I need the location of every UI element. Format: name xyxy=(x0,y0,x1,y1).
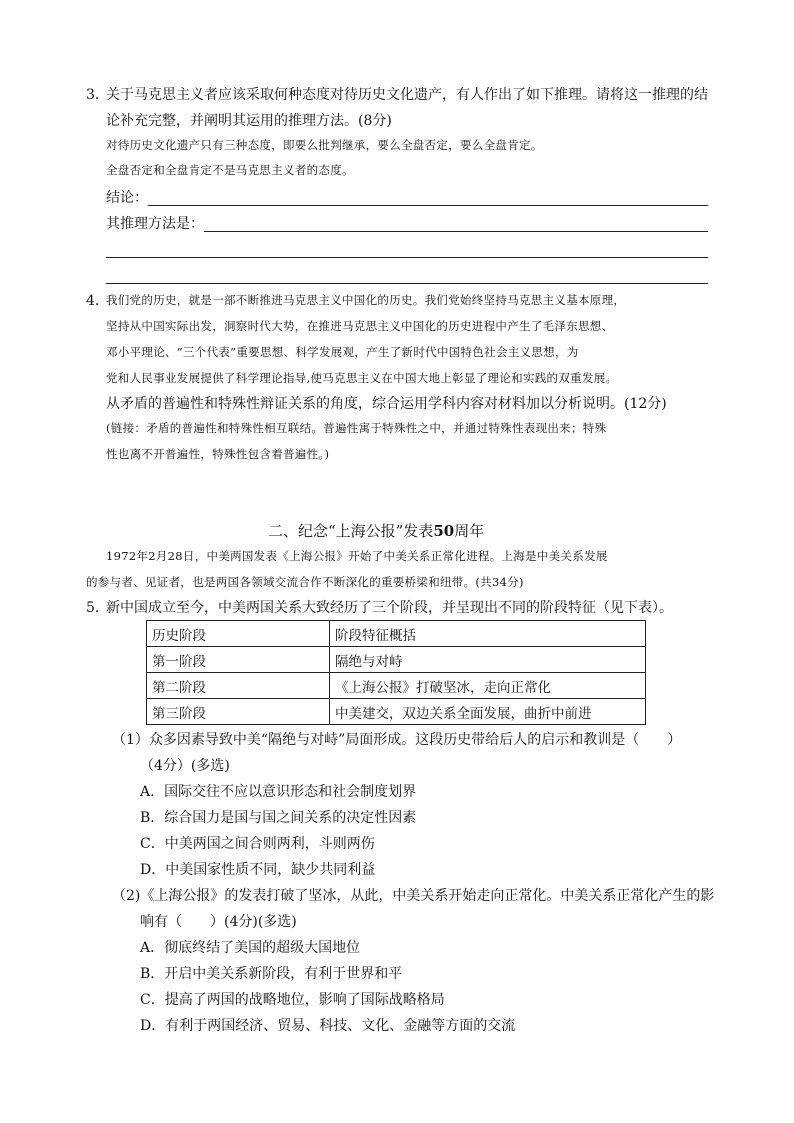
q3-premise1: 对待历史文化遗产只有三种态度，即要么批判继承，要么全盘否定，要么全盘肯定。 xyxy=(106,138,543,152)
q4-material-line4: 党和人民事业发展提供了科学理论指导,使马克思主义在中国大地上彰显了理论和实践的双重发展。 xyxy=(106,371,618,385)
q5-sub2-option-d[interactable]: D．有利于两国经济、贸易、科技、文化、金融等方面的交流 xyxy=(140,1018,516,1034)
q5-sub2-option-a[interactable]: A．彻底终结了美国的超级大国地位 xyxy=(140,940,361,956)
section2-title-post: 周年 xyxy=(454,522,485,540)
table-row xyxy=(147,699,646,725)
q4-material-line1: 我们党的历史，就是一部不断推进马克思主义中国化的历史。我们党始终坚持马克思主义基本原理， xyxy=(106,293,626,307)
section2-intro-line2: 的参与者、见证者，也是两国各领域交流合作不断深化的重要桥梁和纽带。(共34分) xyxy=(86,575,524,589)
q5-sub1-option-c[interactable]: C．中美两国之间合则两利，斗则两伤 xyxy=(140,836,375,852)
table-cell: 第二阶段 xyxy=(147,673,330,699)
table-header-cell: 阶段特征概括 xyxy=(330,621,646,647)
q3-stem-line1: 关于马克思主义者应该采取何种态度对待历史文化遗产，有人作出了如下推理。请将这一推理的结 xyxy=(106,87,708,103)
q3-answer-line-2[interactable] xyxy=(106,257,708,258)
q5-sub2-line1: （2)《上海公报》的发表打破了坚冰，从此，中美关系开始走向正常化。中美关系正常化产生的影 xyxy=(112,888,715,904)
q4-hint-line1: (链接：矛盾的普遍性和特殊性相互联结。普遍性寓于特殊性之中，并通过特殊性表现出来；特殊 xyxy=(106,421,607,435)
q5-sub1-option-d[interactable]: D．中美国家性质不同，缺少共同利益 xyxy=(140,862,376,878)
q5-number: 5． xyxy=(86,600,109,616)
q3-method-label: 其推理方法是： xyxy=(106,216,204,232)
q4-hint-line2: 性也离不开普遍性，特殊性包含着普遍性。) xyxy=(106,447,330,461)
q3-conclusion-label: 结论： xyxy=(106,190,148,206)
stages-table xyxy=(146,620,646,725)
q4-material-line3: 邓小平理论、“三个代表”重要思想、科学发展观，产生了新时代中国特色社会主义思想，为 xyxy=(106,345,579,359)
table-cell: 中美建交，双边关系全面发展，曲折中前进 xyxy=(330,699,646,725)
section2-title-num: 50 xyxy=(433,522,455,540)
table-cell: 隔绝与对峙 xyxy=(330,647,646,673)
q3-method-answer-line[interactable] xyxy=(204,231,708,232)
q5-sub1-line1: （1）众多因素导致中美“隔绝与对峙”局面形成。这段历史带给后人的启示和教训是（ ） xyxy=(112,732,682,748)
q5-sub1-option-b[interactable]: B．综合国力是国与国之间关系的决定性因素 xyxy=(140,810,417,826)
section2-title xyxy=(268,520,484,541)
q4-question: 从矛盾的普遍性和特殊性辩证关系的角度，综合运用学科内容对材料加以分析说明。(12分) xyxy=(106,396,667,412)
q5-sub1-line2: （4分）(多选) xyxy=(140,758,230,774)
q4-number: 4． xyxy=(86,293,109,309)
q5-sub2-option-b[interactable]: B．开启中美关系新阶段，有利于世界和平 xyxy=(140,966,403,982)
section2-intro-line1: 1972年2月28日，中美两国发表《上海公报》开始了中美关系正常化进程。上海是中美关系发展 xyxy=(106,549,608,563)
table-row xyxy=(147,647,646,673)
q3-answer-line-3[interactable] xyxy=(106,283,708,284)
table-cell: 第一阶段 xyxy=(147,647,330,673)
table-cell: 《上海公报》打破坚冰，走向正常化 xyxy=(330,673,646,699)
q3-premise2: 全盘否定和全盘肯定不是马克思主义者的态度。 xyxy=(106,163,354,177)
q5-sub2-option-c[interactable]: C．提高了两国的战略地位，影响了国际战略格局 xyxy=(140,992,445,1008)
table-cell: 第三阶段 xyxy=(147,699,330,725)
table-header-row xyxy=(147,621,646,647)
table-row xyxy=(147,673,646,699)
q5-sub1-option-a[interactable]: A．国际交往不应以意识形态和社会制度划界 xyxy=(140,784,417,800)
q4-material-line2: 坚持从中国实际出发，洞察时代大势，在推进马克思主义中国化的历史进程中产生了毛泽东思想、 xyxy=(106,319,614,333)
section2-title-pre: 二、纪念“上海公报”发表 xyxy=(268,522,434,540)
q5-stem: 新中国成立至今，中美两国关系大致经历了三个阶段，并呈现出不同的阶段特征（见下表）。 xyxy=(106,600,673,616)
q3-conclusion-answer-line[interactable] xyxy=(148,205,708,206)
table-header-cell: 历史阶段 xyxy=(147,621,330,647)
q5-sub2-line2: 响有（ ）(4分)(多选) xyxy=(140,914,297,930)
q3-stem-line2: 论补充完整，并阐明其运用的推理方法。(8分) xyxy=(106,113,392,129)
q3-number: 3． xyxy=(86,87,109,103)
